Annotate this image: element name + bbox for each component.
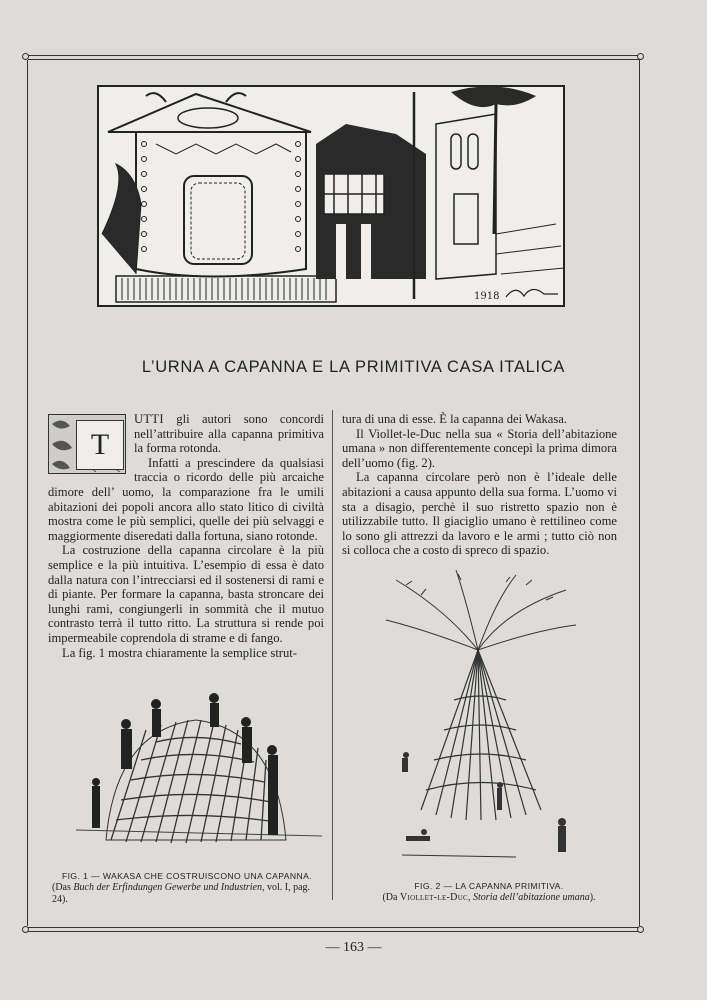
left-paragraph: La fig. 1 mostra chiaramente la semplice strut- [62,645,297,660]
figure-2-source-title: Storia dell’abitazione umana [473,892,590,903]
first-word: UTTI [134,412,164,426]
frame-bottom-line-2 [28,931,640,932]
header-illustration [96,84,566,308]
frame-right-line [639,60,640,926]
figure-1-caption [52,870,322,906]
left-column [48,412,324,660]
figure-2-source-prefix: (Da [382,892,400,903]
paragraph-text: gli autori sono concordi nell’attribuire alla capanna primitiva la forma rotonda. [134,412,324,456]
left-paragraph: Infatti a prescindere da qualsiasi traccia o ricordo delle più arcaiche dimore dell’ uomo, la comparazione fra le umili abitazioni dei popoli ancora allo stato litico di civiltà mostra come le più semplici, quelle dei più selvaggi e maggiormente diseredati dalla fortuna, siano rotonde. [48,455,324,543]
frame-top-line [28,55,640,56]
figure-2-label: FIG. 2 — LA CAPANNA PRIMITIVA. [414,881,564,891]
article-title: L’URNA A CAPANNA E LA PRIMITIVA CASA ITALICA [141,358,566,376]
frame-corner-ornament [22,926,29,933]
column-divider [332,410,333,900]
figure-2-source-suffix: ). [589,892,596,903]
frame-corner-ornament [637,53,644,60]
right-paragraph: Il Viollet-le-Duc nella sua « Storia dell’abitazione umana » non differentemente concepì la prima dimora dell’uomo (fig. 2). [342,426,617,470]
figure-2-source [354,892,624,904]
frame-top-line-2 [28,59,640,60]
left-paragraph: La costruzione della capanna circolare è la più semplice e la più intuitiva. L’esempio di essa è dato dalla natura con l’intrecciarsi ed il sostenersi di rami e di piante. Per formare la capanna, basta stroncare dei lunghi rami, congiungerli in sommità che il mutuo contrasto terrà il tutto ritto. La struttura si rende poi impermeabile coprendola di strame e di fango. [48,543,324,645]
page-number: — 163 — [325,940,382,955]
frame-bottom-line [28,927,640,928]
right-column [342,412,617,558]
figure-1-label: FIG. 1 — WAKASA CHE COSTRUISCONO UNA CAPANNA. [62,871,313,881]
dropcap-letter: T [76,420,124,470]
frame-left-line [27,60,28,926]
figure-2-caption [354,880,624,904]
figure-2-illustration [366,570,592,880]
figure-1-illustration [76,690,322,865]
dropcap [48,414,126,474]
frame-corner-ornament [637,926,644,933]
figure-1-source-suffix: , vol. I, pag. 24). [52,882,311,905]
right-paragraph: La capanna circolare però non è l’ideale delle abitazioni a causa appunto della sua forma. L’uomo vi sta a disagio, perchè il suo ristretto spazio non è utilizzabile tutto. Il giaciglio umano è rettilineo come lo sono gli attrezzi da lavoro e le armi ; tutto ciò non si colloca che a costo di spreco di spazio. [342,470,617,558]
frame-corner-ornament [22,53,29,60]
figure-1-source-title: Buch der Erfindungen Gewerbe und Industrien [73,882,262,893]
figure-1-source [52,882,322,906]
figure-1-source-prefix: (Das [52,882,74,893]
header-signature: 1918 [474,291,500,302]
figure-2-source-author: Viollet-le-Duc [399,892,469,903]
figure-2-source-sep: , [468,892,474,903]
right-paragraph: tura di una di esse. È la capanna dei Wakasa. [342,412,568,426]
